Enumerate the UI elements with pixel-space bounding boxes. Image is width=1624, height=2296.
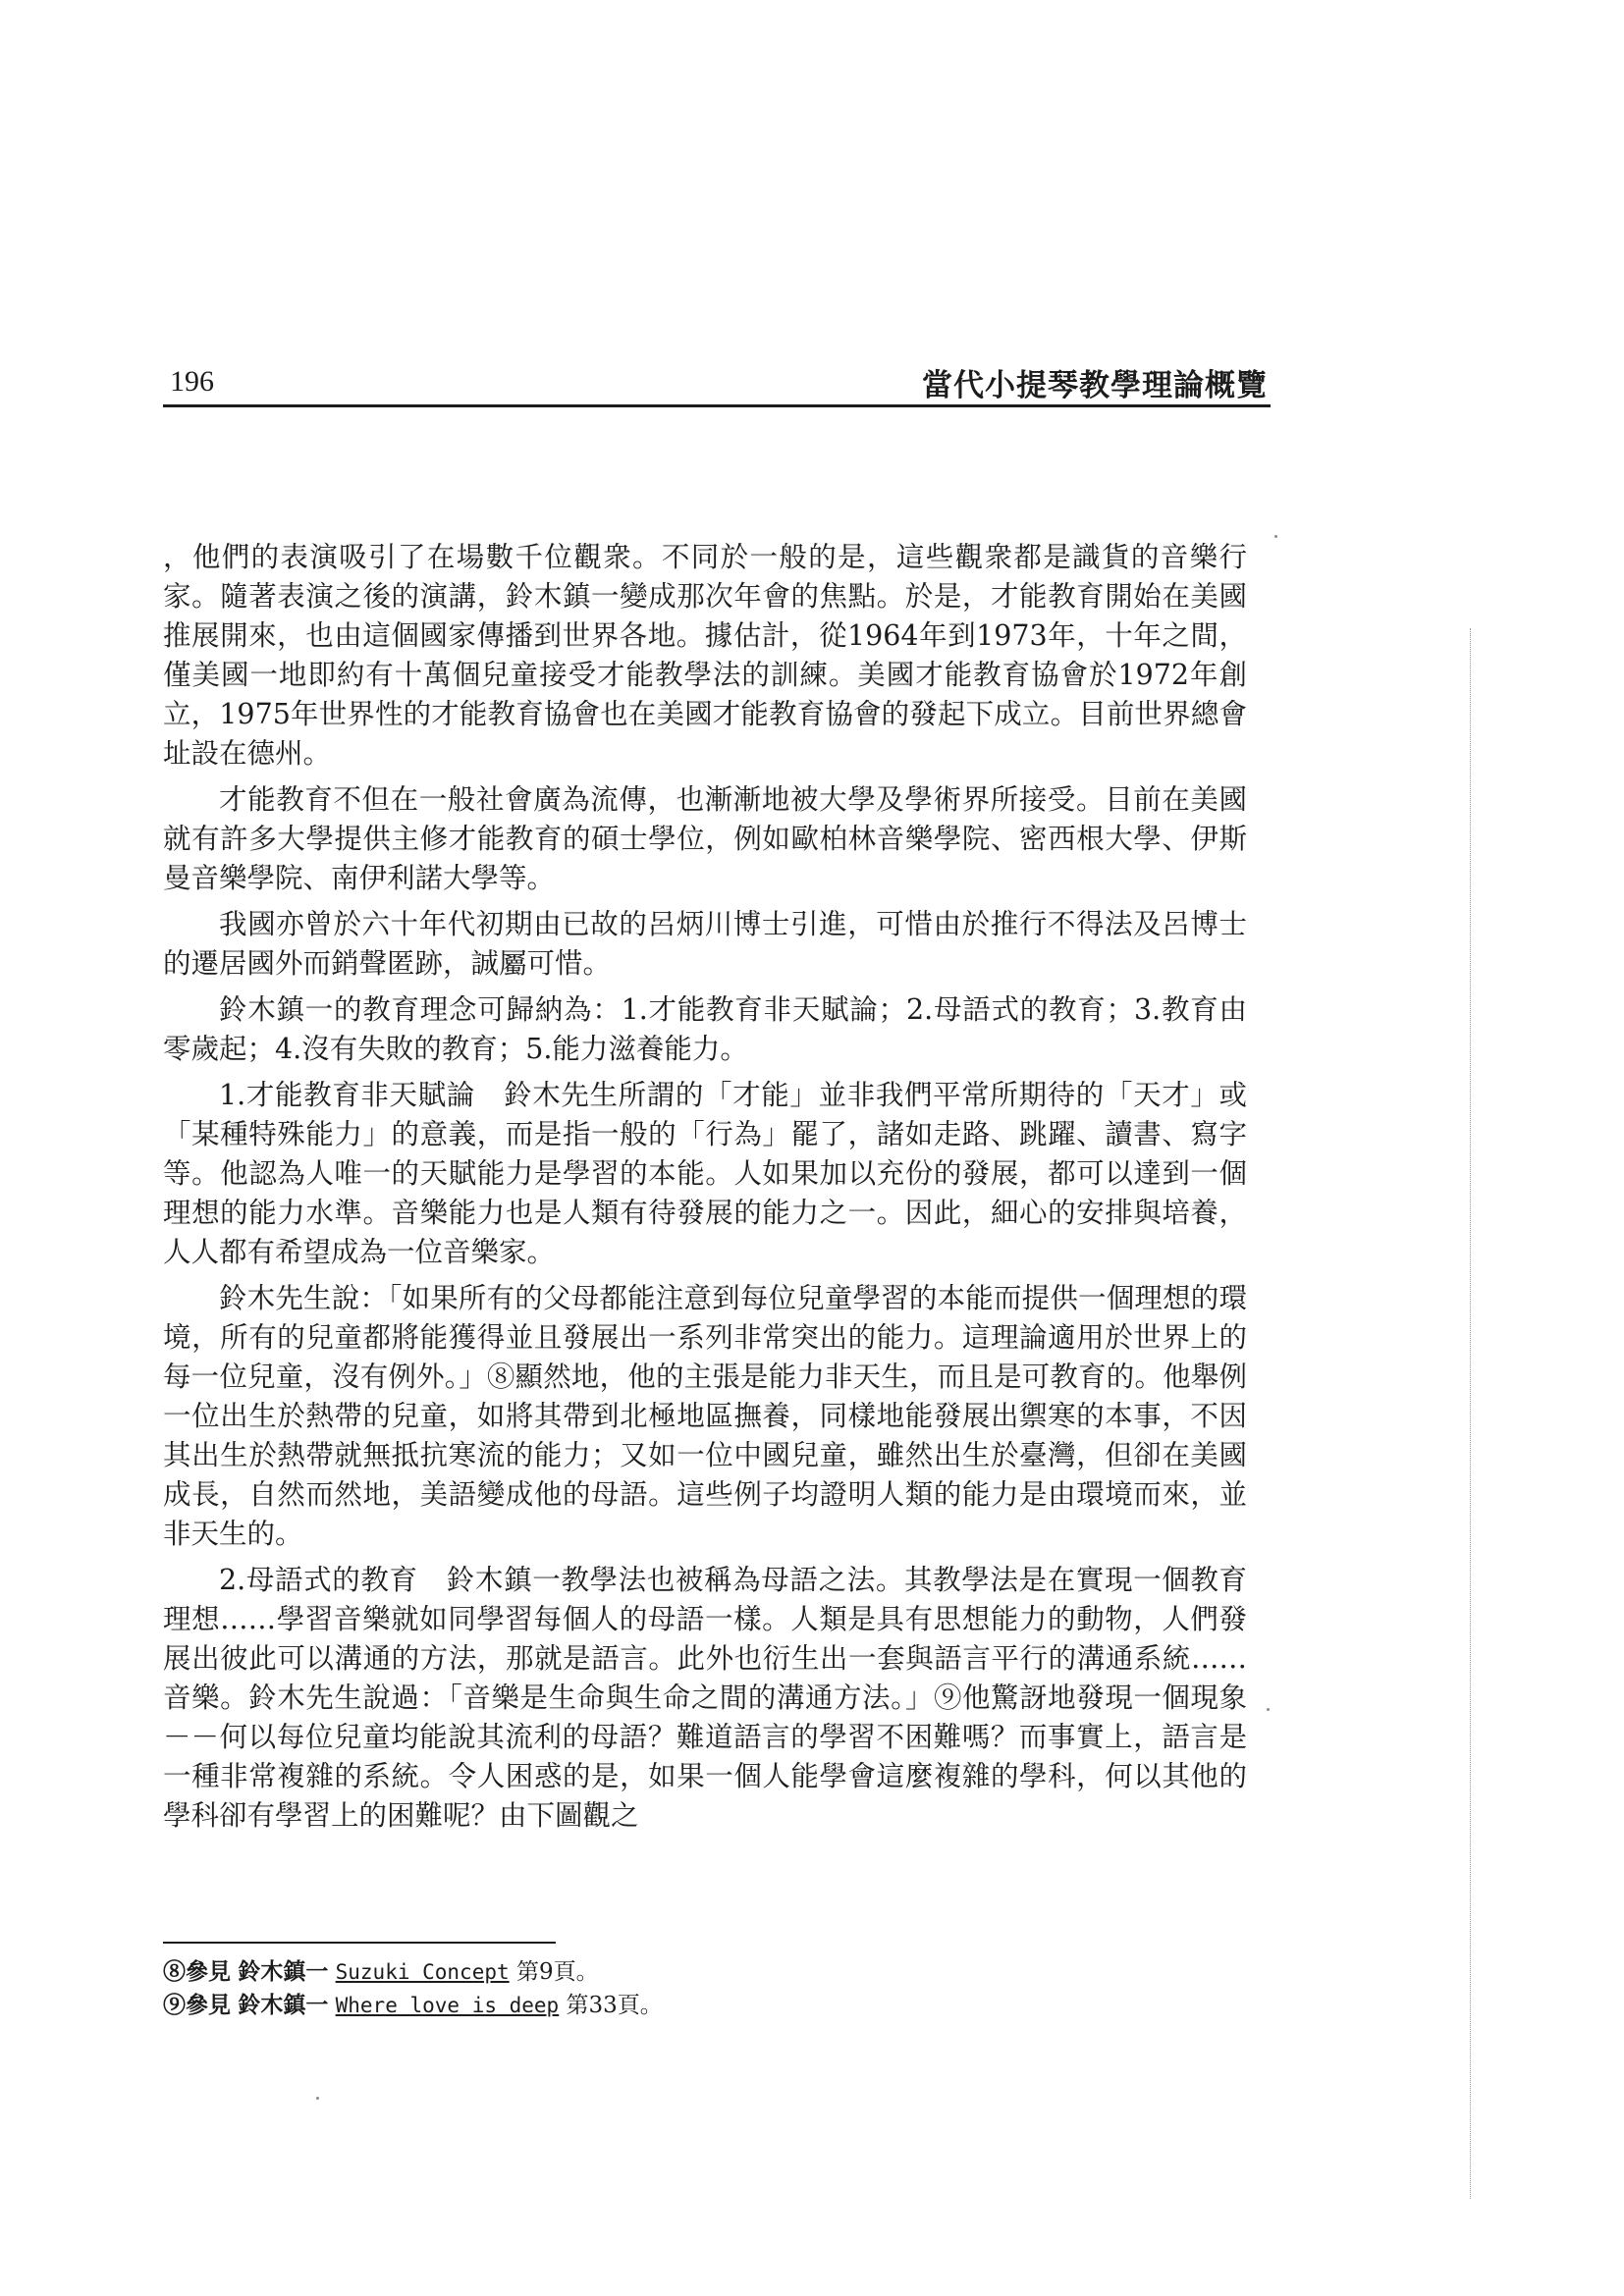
- paragraph-taiwan: 我國亦曾於六十年代初期由已故的呂炳川博士引進，可惜由於推行不得法及呂博士的遷居國外而銷聲匿跡，誠屬可惜。: [163, 908, 1247, 980]
- scan-speck: [316, 2097, 319, 2100]
- header-rule: [163, 404, 1271, 407]
- page-number: 196: [170, 365, 214, 398]
- footnote-ref: ⑨參見: [163, 1992, 231, 2018]
- footnote-author: 鈴木鎮一: [238, 1992, 329, 2018]
- paragraph-continuation: ，他們的表演吸引了在場數千位觀衆。不同於一般的是，這些觀衆都是識貨的音樂行家。隨著表演之後的演講，鈴木鎮一變成那次年會的焦點。於是，才能教育開始在美國推展開來，也由這個國家傳播到世界各地。據估計，從1964年到1973年，十年之間，僅美國一地即約有十萬個兒童接受才能教學法的訓練。美國才能教育協會於1972年創立，1975年世界性的才能教育協會也在美國才能教育協會的發起下成立。目前世界總會址設在德州。: [163, 541, 1247, 770]
- scan-edge-line: [1470, 628, 1471, 2199]
- footnote-title: Where love is deep: [335, 1994, 560, 2017]
- scan-speck: [1267, 1708, 1270, 1711]
- footnotes: [163, 1955, 1145, 2022]
- footnote-9: [163, 1989, 1145, 2022]
- footnote-rule: [163, 1942, 556, 1944]
- footnote-author: 鈴木鎮一: [238, 1958, 329, 1985]
- footnote-page: 第9頁。: [515, 1959, 599, 1985]
- paragraph-acceptance: 才能教育不但在一般社會廣為流傳，也漸漸地被大學及學術界所接受。目前在美國就有許多大學提供主修才能教育的碩士學位，例如歐柏林音樂學院、密西根大學、伊斯曼音樂學院、南伊利諾大學等。: [163, 783, 1247, 894]
- footnote-page: 第33頁。: [566, 1993, 663, 2018]
- footnote-8: [163, 1955, 1145, 1989]
- footnote-ref: ⑧參見: [163, 1958, 231, 1985]
- paragraph-philosophy: 鈴木鎮一的教育理念可歸納為：1.才能教育非天賦論；2.母語式的教育；3.教育由零歲起；4.沒有失敗的教育；5.能力滋養能力。: [163, 993, 1247, 1065]
- running-title: 當代小提琴教學理論概覽: [922, 368, 1268, 403]
- scan-speck: [1274, 535, 1277, 538]
- paragraph-quote: 鈴木先生說：「如果所有的父母都能注意到每位兒童學習的本能而提供一個理想的環境，所有的兒童都將能獲得並且發展出一系列非常突出的能力。這理論適用於世界上的每一位兒童，沒有例外。」⑧顯然地，他的主張是能力非天生，而且是可教育的。他舉例一位出生於熱帶的兒童，如將其帶到北極地區撫養，同樣地能發展出禦寒的本事，不因其出生於熱帶就無抵抗寒流的能力；又如一位中國兒童，雖然出生於臺灣，但卻在美國成長，自然而然地，美語變成他的母語。這些例子均證明人類的能力是由環境而來，並非天生的。: [163, 1282, 1247, 1550]
- footnote-title: Suzuki Concept: [335, 1960, 510, 1984]
- paragraph-talent: 1.才能教育非天賦論 鈴木先生所謂的「才能」並非我們平常所期待的「天才」或「某種特殊能力」的意義，而是指一般的「行為」罷了，諸如走路、跳躍、讀書、寫字等。他認為人唯一的天賦能力是學習的本能。人如果加以充份的發展，都可以達到一個理想的能力水準。音樂能力也是人類有待發展的能力之一。因此，細心的安排與培養，人人都有希望成為一位音樂家。: [163, 1079, 1247, 1268]
- body-text: [163, 538, 1247, 1836]
- paragraph-mother-tongue: 2.母語式的教育 鈴木鎮一教學法也被稱為母語之法。其教學法是在實現一個教育理想……學習音樂就如同學習每個人的母語一樣。人類是具有思想能力的動物，人們發展出彼此可以溝通的方法，那就是語言。此外也衍生出一套與語言平行的溝通系統……音樂。鈴木先生說過：「音樂是生命與生命之間的溝通方法。」⑨他驚訝地發現一個現象－－何以每位兒童均能說其流利的母語？難道語言的學習不困難嗎？而事實上，語言是一種非常複雜的系統。令人困惑的是，如果一個人能學會這麼複雜的學科，何以其他的學科卻有學習上的困難呢？由下圖觀之: [163, 1564, 1247, 1832]
